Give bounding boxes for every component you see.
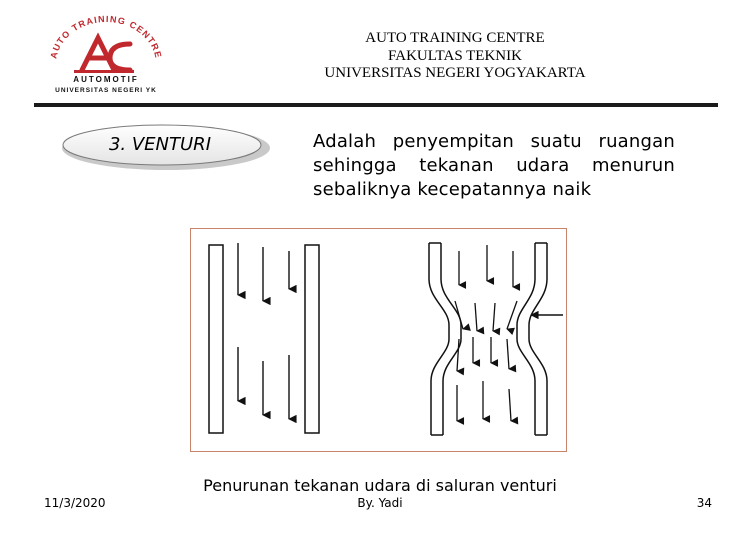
footer-author: By. Yadi [357,496,403,510]
venturi-diagram [191,229,566,451]
venturi-definition: Adalah penyempitan suatu ruangan sehingga tekanan udara menurun sebaliknya kecepatannya naik [313,131,675,200]
page-number: 34 [696,496,712,510]
logo-line1: AUTOMOTIF [73,75,139,84]
section-title: 3. VENTURI [108,134,212,155]
header-line-centre: AUTO TRAINING CENTRE [365,30,545,46]
header-divider [34,103,718,107]
straight-pipe-flow-arrows [238,243,289,419]
venturi-figure [190,228,567,452]
figure-caption: Penurunan tekanan udara di saluran venturi [203,476,557,495]
straight-pipe [209,245,319,433]
institution-header [290,30,620,83]
logo-line2: UNIVERSITAS NEGERI YK [55,87,157,94]
venturi-pipe [429,243,547,435]
auto-training-centre-logo [30,12,180,100]
logo-arc-text: AUTO TRAINING CENTRE [48,13,164,60]
footer-date: 11/3/2020 [44,496,106,510]
header-line-faculty: FAKULTAS TEKNIK [388,47,522,64]
venturi-flow-arrows [455,245,517,421]
logo-emblem [82,38,130,70]
header-line-university: UNIVERSITAS NEGERI YOGYAKARTA [324,65,586,81]
